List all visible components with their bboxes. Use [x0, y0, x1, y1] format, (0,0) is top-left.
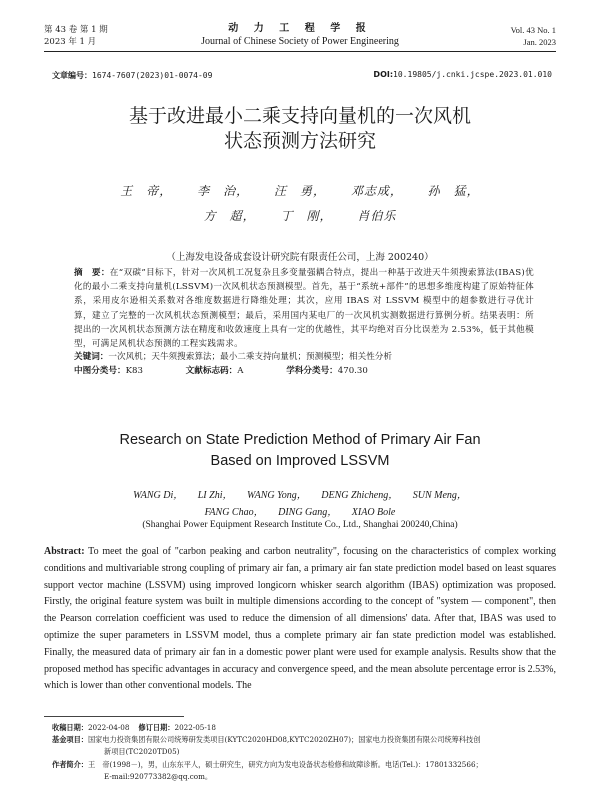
footnote-author — [52, 759, 552, 771]
abstract-cn-text: 在“双碳”目标下，针对一次风机工况复杂且多变量强耦合特点，提出一种基于改进天牛须搜索算法(IBAS)优化的最小二乘支持向量机(LSSVM)一次风机状态预测模型。首先，基于“系统+部件”的思想多维度构建了原始特征体系，采用皮尔逊相关系数对各维度数据进行降维处理；其次，应用 IBAS 对 LSSVM 模型中的超参数进行寻优计算，建立了完整的一次风机状态预测模型；最后，采用国内某电厂的一次风机实测数据进行算例分析。结果表明：所提出的一次风机状态预测方法在精度和收敛速度上具有一定的优越性，其平均绝对百分比误差为 2.53%，低于其他模型，可满足风机状态预测的工程实践需求。 — [74, 268, 534, 350]
revised-label: 修订日期： — [138, 723, 175, 732]
author-cn: 肖伯乐 — [357, 209, 397, 223]
doi-label: DOI: — [373, 70, 394, 79]
article-number-label: 文章编号： — [52, 71, 92, 80]
received-date: 2022-04-08 — [87, 723, 130, 732]
author-cn: 王 帝， — [120, 184, 173, 198]
authors-en-line-2 — [60, 503, 540, 518]
article-number-value: 1674-7607(2023)01-0074-09 — [92, 71, 213, 80]
author-en: WANG Yong， — [246, 490, 307, 501]
abstract-cn — [74, 266, 534, 351]
author-en: SUN Meng， — [412, 490, 467, 501]
author-en: FANG Chao， — [204, 507, 264, 518]
clc-number — [74, 364, 143, 376]
running-header-right — [511, 24, 556, 48]
subject-code-value: 470.30 — [337, 366, 368, 376]
footnote-dates — [52, 722, 552, 734]
document-code-label: 文献标志码： — [185, 366, 238, 376]
author-cn: 邓志成， — [350, 184, 403, 198]
date-en: Jan. 2023 — [523, 37, 556, 47]
abstract-cn-label: 摘 要： — [74, 268, 110, 278]
title-en-line-2: Based on Improved LSSVM — [210, 453, 390, 469]
author-cn: 丁 刚， — [280, 209, 333, 223]
author-bio-label: 作者简介： — [52, 759, 88, 769]
footnote-fund — [52, 734, 552, 746]
author-bio-text: 王 帝(1998－)，男，山东东平人，硕士研究生，研究方向为发电设备状态检修和故障诊断。电话(Tel.)：17801332566； — [87, 759, 483, 769]
title-en-line-1: Research on State Prediction Method of Primary Air Fan — [119, 432, 481, 448]
author-en: DENG Zhicheng， — [321, 490, 399, 501]
running-header-center — [160, 22, 440, 48]
subject-code — [286, 364, 368, 376]
article-number — [52, 70, 212, 81]
clc-value: K83 — [125, 366, 143, 376]
keywords-cn — [74, 350, 534, 362]
footnote-rule — [44, 716, 184, 717]
authors-cn-line-2 — [60, 207, 540, 224]
footnote-fund-cont: 新项目(TC2020TD05) — [104, 747, 180, 757]
authors-cn-line-1 — [60, 182, 540, 199]
fund-label: 基金项目： — [52, 735, 88, 745]
footnote-email: E-mail:920773382@qq.com。 — [104, 771, 213, 781]
author-en: LI Zhi， — [197, 490, 233, 501]
title-en — [60, 430, 540, 472]
footnotes — [52, 722, 552, 783]
affiliation-en: (Shanghai Power Equipment Research Institute Co., Ltd., Shanghai 200240,China) — [142, 520, 458, 530]
abstract-en-label: Abstract: — [44, 546, 85, 557]
keywords-cn-text: 一次风机；天牛须搜索算法；最小二乘支持向量机；预测模型；相关性分析 — [108, 352, 392, 362]
subject-code-label: 学科分类号： — [286, 366, 338, 376]
author-en: XIAO Bole — [351, 507, 396, 518]
abstract-en — [44, 544, 556, 695]
title-cn — [60, 104, 540, 154]
journal-name-cn: 动 力 工 程 学 报 — [228, 23, 372, 34]
running-header-left — [44, 24, 108, 48]
author-en: DING Gang， — [278, 507, 338, 518]
affiliation-cn: （上海发电设备成套设计研究院有限责任公司，上海 200240） — [166, 252, 434, 263]
author-en: WANG Di， — [133, 490, 184, 501]
header-rule — [44, 51, 556, 52]
title-cn-line-2: 状态预测方法研究 — [223, 130, 376, 152]
clc-label: 中图分类号： — [74, 366, 126, 376]
document-code — [186, 364, 244, 376]
author-cn: 孙 猛， — [427, 184, 480, 198]
author-cn: 李 治， — [197, 184, 250, 198]
author-cn: 方 超， — [203, 209, 256, 223]
title-cn-line-1: 基于改进最小二乘支持向量机的一次风机 — [128, 105, 471, 127]
doi — [373, 70, 552, 79]
revised-date: 2022-05-18 — [174, 723, 216, 732]
fund-text: 国家电力投资集团有限公司统筹研发类项目(KYTC2020HD08,KYTC2020ZH07)；国家电力投资集团有限公司统筹科技创 — [87, 735, 481, 745]
date-cn: 2023 年 1 月 — [44, 37, 97, 47]
volume-issue-en: Vol. 43 No. 1 — [510, 25, 556, 35]
keywords-cn-label: 关键词： — [74, 352, 109, 362]
authors-en-line-1 — [60, 486, 540, 501]
abstract-en-text: To meet the goal of "carbon peaking and carbon neutrality", focusing on the characteristics of complex working conditions and multivariable strong coupling of primary air fan, a primary air fan state prediction model based on least squares support vector machine (LSSVM) using improved longicorn whisker search algorithm (IBAS) optimization was proposed. Firstly, the original feature system was built in multiple dimensions according to the concept of "system — component", then the Pearson correlation coefficient was used to reduce the dimension of all dimensions' data. After that, IBAS was used to optimize the super parameters in LSSVM model, thus a complete primary air fan state prediction model was established. Finally, the measured data of primary air fan in a domestic power plant were used for example analysis. Results show that the proposed method has specific advantages in accuracy and convergence speed, and the mean absolute percentage error is 2.53%, which is lower than other conventional models. The — [44, 546, 556, 692]
received-label: 收稿日期： — [52, 723, 88, 732]
journal-name-en: Journal of Chinese Society of Power Engineering — [201, 36, 399, 47]
doi-value: 10.19805/j.cnki.jcspe.2023.01.010 — [393, 70, 552, 79]
author-cn: 汪 勇， — [273, 184, 326, 198]
volume-issue-cn: 第 43 卷 第 1 期 — [44, 25, 108, 35]
document-code-value: A — [237, 366, 244, 376]
classification-row — [74, 364, 534, 376]
